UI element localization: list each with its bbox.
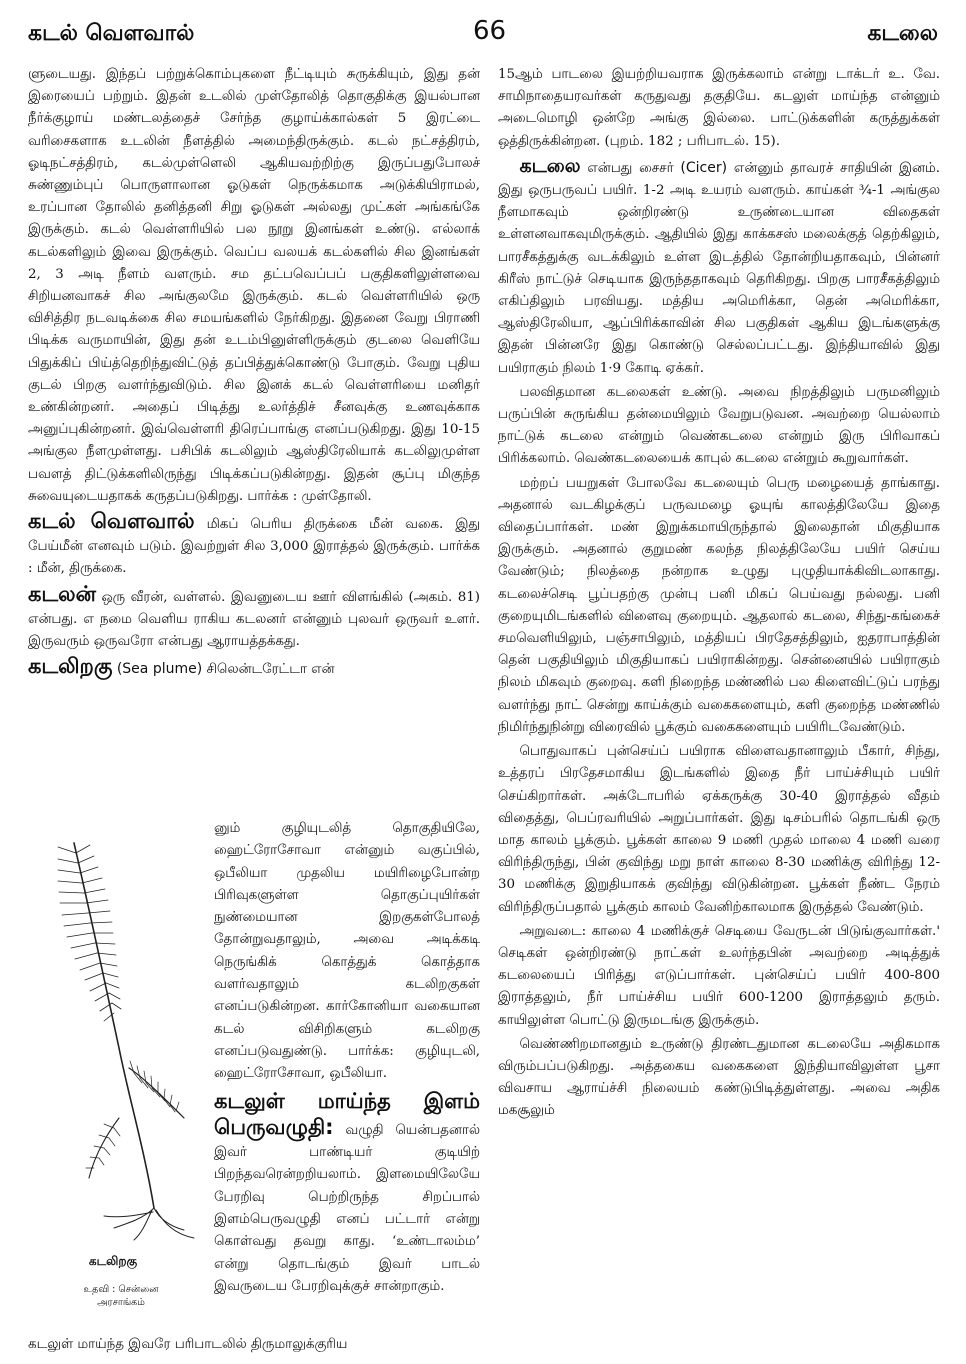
entry-english-term: (Sea plume): [112, 661, 203, 678]
entry-body: ஒரு வீரன், வள்ளல். இவனுடைய ஊர் விளங்கில் (அகம். 81) என்பது. எ நமை வெளிய ராகிய கடலனர் என்னும் புலவர் ஒருவர் உளர். இருவரும் ஒருவரோ என்பது ஆராயத்தக்கது.: [28, 589, 480, 650]
entry-headword: கடலுள் மாய்ந்த இளம் பெருவழுதி:: [214, 1088, 480, 1139]
entry-kadal-velavaal: [28, 510, 480, 581]
entry-english-term: (Cicer): [680, 159, 728, 176]
entry-headword: கடலன்: [28, 581, 96, 606]
entry-body: சிலென்டரேட்டா என்: [202, 662, 335, 678]
entry-body: மிகப் பெரிய திருக்கை மீன் வகை. இது பேய்மீன் எனவும் படும். இவற்றுள் சில 3,000 இராத்தல் இருக்கும். பார்க்க : மீன், திருக்கை.: [28, 517, 480, 577]
entry-kadalan: [28, 583, 480, 654]
entry-body: வழுதி யென்பதனால் இவர் பாண்டியர் குடியிற் பிறந்தவரென்றறியலாம். இளமையிலேயே பேரறிவு பெற்றிருந்த சிறப்பால் இளம்பெருவழுதி எனப் பட்டார் என்று கொள்வது தவறு காது. ‘உண்டாலம்ம’ என்று தொடங்கும் இவர் பாடல் இவருடைய பேரறிவுக்குச் சான்றாகும்.: [214, 1122, 480, 1294]
entry-body: என்னும் தாவரச் சாதியின் இனம். இது ஒருபருவப் பயிர். 1-2 அடி உயரம் வளரும். காய்கள் ¾-1 அங்குல நீளமாகவும் ஒன்றிரண்டு உருண்டையான விதைகள் உள்ளனவாகவுமிருக்கும். ஆதியில் இது காக்கசஸ் மலைக்குத் தெற்கிலும், பாரசீகத்துக்கு வடக்கிலும் உள்ள இடத்தில் தோன்றியதாகவும், பின்னர் கிரீஸ் நாட்டுச் செடியாக இருந்ததாகவும் தெரிகிறது. பிறகு பாரசீகத்திலும் எகிப்திலும் பரவியது. மத்திய அமெரிக்கா, தென் அமெரிக்கா, ஆஸ்திரேலியா, ஆப்பிரிக்காவின் சில பகுதிகள் ஆகிய இடங்களுக்கு இதன் பின்னரே இது கொண்டு செல்லப்பட்டது. இந்தியாவில் இது பயிராகும் நிலம் 1·9 கோடி ஏக்கர்.: [498, 160, 940, 376]
kadaliragu-continuation: னும் குழியுடலித் தொகுதியிலே, ஹைட்ரோசோவா என்னும் வகுப்பில், ஒபீலியா முதலிய மயிரிழைபோன்ற பிரிவுகளுள்ள தொகுப்புயிர்கள் நுண்மையான இறகுகள்போலத் தோன்றுவதாலும், அவை அடிக்கடி நெருங்கிக் கொத்துக் கொத்தாக வளர்வதாலும் கடலிறகுகள் எனப்படுகின்றன. கார்கோனியா வகையான கடல் விசிறிகளும் கடலிறகு எனப்படுவதுண்டு. பார்க்க: குழியுடலி, ஹைட்ரோசோவா, ஒபீலியா.: [214, 821, 480, 1082]
entry-kadaliragu: [28, 655, 480, 681]
page-number: 66: [473, 16, 507, 46]
sea-plume-figure: [28, 818, 208, 1318]
sea-plume-illustration: [34, 818, 204, 1248]
left-subcolumn: [214, 818, 480, 1298]
entry-kadalai: [498, 155, 940, 380]
left-column-bottom-line: கடலுள் மாய்ந்த இவரே பரிபாடலில் திருமாலுக்குரிய: [28, 1337, 348, 1352]
right-column: [498, 64, 940, 1125]
paragraph-cultivation: மற்றப் பயறுகள் போலவே கடலையும் பெரு மழையைத் தாங்காது. அதனால் வடகிழக்குப் பருவமழை ஓயுங் காலத்திலேயே இதை விதைப்பார்கள். மண் இறுக்கமாயிருந்தால் இலைதான் மிகுதியாக இருக்கும். அதனால் குறுமண் கலந்த நிலத்திலேயே பயிர் செய்ய வேண்டும்; நிலத்தை நன்றாக உழுது புழுதியாக்கிவிடலாகாது. கடலைச்செடி பூப்பதற்கு முன்பு பனி மிகப் பெய்வது நல்லது. பனி குறையுமிடங்களில் விளைவு குறையும். ஆதலால் கடலை, சிந்து-கங்கைச் சமவெளியிலும், பஞ்சாபிலும், மத்தியப் பிரதேசத்திலும், ஐதராபாத்தின் தென் பகுதியிலும் மிகுதியாகப் பயிராகின்றது. சென்னையில் பயிராகும் நிலம் மிகவும் குறைவு. களி நிறைந்த மண்ணில் பல கிளைவிட்டுப் பரந்து வளர்ந்து நாட் சென்று காய்க்கும் வகைகளையும், களி குறைந்த மண்ணில் நிமிர்ந்துநின்று விரைவில் பூக்கும் வகைகளையும் பயிரிடவேண்டும்.: [498, 475, 940, 735]
paripadal-continuation: 15ஆம் பாடலை இயற்றியவராக இருக்கலாம் என்று டாக்டர் உ. வே. சாமிநாதையரவர்கள் கருதுவது தகுதியே. கடலுள் மாய்ந்த என்னும் அடைமொழி ஒன்றே அங்கு இல்லை. பாட்டுக்களின் கருத்துக்கள் ஒத்திருக்கின்றன. (புறம். 182 ; பரிபாடல். 15).: [498, 67, 940, 149]
sea-cucumber-continuation: ளுடையது. இந்தப் பற்றுக்கொம்புகளை நீட்டியும் சுருக்கியும், இது தன் இரையைப் பற்றும். இதன் உடலில் முள்தோலித் தொகுதிக்கு இயல்பான நீர்க்குழாய் மண்டலத்தைச் சேர்ந்த குழாய்க்கால்கள் 5 இரட்டை வரிசைகளாக உடலின் நீளத்தில் அமைந்திருக்கும். கடல் நட்சத்திரம், ஓடிநட்சத்திரம், கடல்முள்ளெலி ஆகியவற்றிற்கு இருப்பதுபோலச் சுண்ணும்புப் பொருளாலான ஓடுகள் நெருக்கமாக அடுக்கியிராமல், உரப்பான தோலில் தனித்தனி சிறு ஓடுகள் அல்லது முட்கள் அங்கங்கே இருக்கும். கடல் வெள்ளரியில் பல நூறு இனங்கள் உண்டு. எல்லாக் கடல்களிலும் இவை இருக்கும். வெப்ப வலயக் கடல்களில் சில இனங்கள் 2, 3 அடி நீளம் வளரும். சம தட்பவெப்பப் பகுதிகளிலுள்ளவை சிறியனவாகச் சில அங்குலமே இருக்கும். கடல் வெள்ளரியில் ஒரு விசித்திர நடவடிக்கை சில சமயங்களில் நேர்கிறது. இதனை வேறு பிராணி பிடிக்க வருமாயின், இது தன் உடம்பினுள்ளிருக்கும் குடலை வெளியே பிதுக்கிப் பிய்த்தெறிந்துவிட்டுத் தப்பித்துக்கொண்டு போகும். வேறு புதிய குடல் பிறகு வளர்ந்துவிடும். சில இனக் கடல் வெள்ளரியை மனிதர் உண்கின்றனர். அதைப் பிடித்து உலர்த்திச் சீனவுக்கு உணவுக்காக அனுப்புகின்றனர். இவ்வெள்ளரி திரெப்பாங்கு எனப்படுகிறது. இது 10-15 அங்குல நீளமுள்ளது. பசிபிக் கடலிலும் ஆஸ்திரேலியாக் கடலிலுமுள்ள பவளத் திட்டுக்களிலிருந்து பிடிக்கப்படுகின்றது. இதன் சூப்பு மிகுந்த சுவையுடையதாகக் கருதப்படுகிறது. பார்க்க : முள்தோலி.: [28, 67, 480, 504]
paragraph-preferred-varieties: வெண்ணிறமானதும் உருண்டு திரண்டதுமான கடலையே அதிகமாக விரும்பப்படுகிறது. அத்தகைய வகைகளை இந்தியாவிலுள்ள பூசா விவசாய ஆராய்ச்சி நிலையம் கண்டுபிடித்துள்ளது. அவை அதிக மகசூலும்: [498, 1036, 940, 1119]
figure-credit-line: அரசாங்கம்: [97, 1297, 145, 1308]
running-head-right: கடலை: [867, 20, 938, 46]
entry-headword: கடலை: [519, 154, 581, 177]
entry-kadalul-maaindha: [214, 1090, 480, 1299]
paragraph-harvest: அறுவடை: காலை 4 மணிக்குச் செடியை வேருடன் பிடுங்குவார்கள்.' செடிகள் ஒன்றிரண்டு நாட்கள் உலர்ந்தபின் அவற்றை அடித்துக் கடலையைப் பிரித்து எடுப்பார்கள். புன்செய்ப் பயிர் 400-800 இராத்தலும், நீர் பாய்ச்சிய பயிர் 600-1200 இராத்தலும் தரும். காயிலுள்ள பொட்டு இருமடங்கு இருக்கும்.: [498, 923, 940, 1028]
page-header: [28, 14, 938, 54]
paragraph-irrigation: பொதுவாகப் புன்செய்ப் பயிராக விளைவதானாலும் பீகார், சிந்து, உத்தரப் பிரதேசமாகிய இடங்களில் இதை நீர் பாய்ச்சியும் பயிர் செய்கிறார்கள். அக்டோபரில் ஏக்கருக்கு 30-40 இராத்தல் வீதம் விதைத்து, பெப்ரவரியில் அறுப்பார்கள். இது டிசம்பரில் தொடங்கி ஒரு மாத காலம் பூக்கும். பூக்கள் காலை 9 மணி முதல் மாலை 4 மணி வரை விரிந்திருந்து, பின் குவிந்து மறு நாள் காலை 8-30 மணிக்கு விரிந்து 12-30 மணிக்கு இறுதியாகக் குவிந்து விடுகின்றன. பூக்கள் நீண்ட நேரம் விரிந்திருப்பதால் பூக்கும் காலம் வேனிற்காலமாக இருத்தல் வேண்டும்.: [498, 744, 940, 915]
entry-body: என்பது சைசர்: [580, 160, 681, 176]
figure-credit: [46, 1283, 196, 1309]
entry-headword: கடல் வெளவால்: [28, 509, 195, 534]
left-column: [28, 64, 480, 683]
running-head-left: கடல் வெளவால்: [28, 20, 195, 46]
paragraph-varieties: பலவிதமான கடலைகள் உண்டு. அவை நிறத்திலும் பருமனிலும் பருப்பின் சுருங்கிய தன்மையிலும் வேறுபடுவன. அவற்றை யெல்லாம் நாட்டுக் கடலை என்றும் வெண்கடலை என்றும் இரு பிரிவாகப் பிரிக்கலாம். வெண்கடலையைக் காபுல் கடலை என்றும் கூறுவார்கள்.: [498, 384, 940, 467]
entry-headword: கடலிறகு: [28, 654, 113, 679]
figure-credit-line: உதவி : சென்னை: [83, 1284, 159, 1295]
figure-caption: கடலிறகு: [88, 1254, 138, 1268]
